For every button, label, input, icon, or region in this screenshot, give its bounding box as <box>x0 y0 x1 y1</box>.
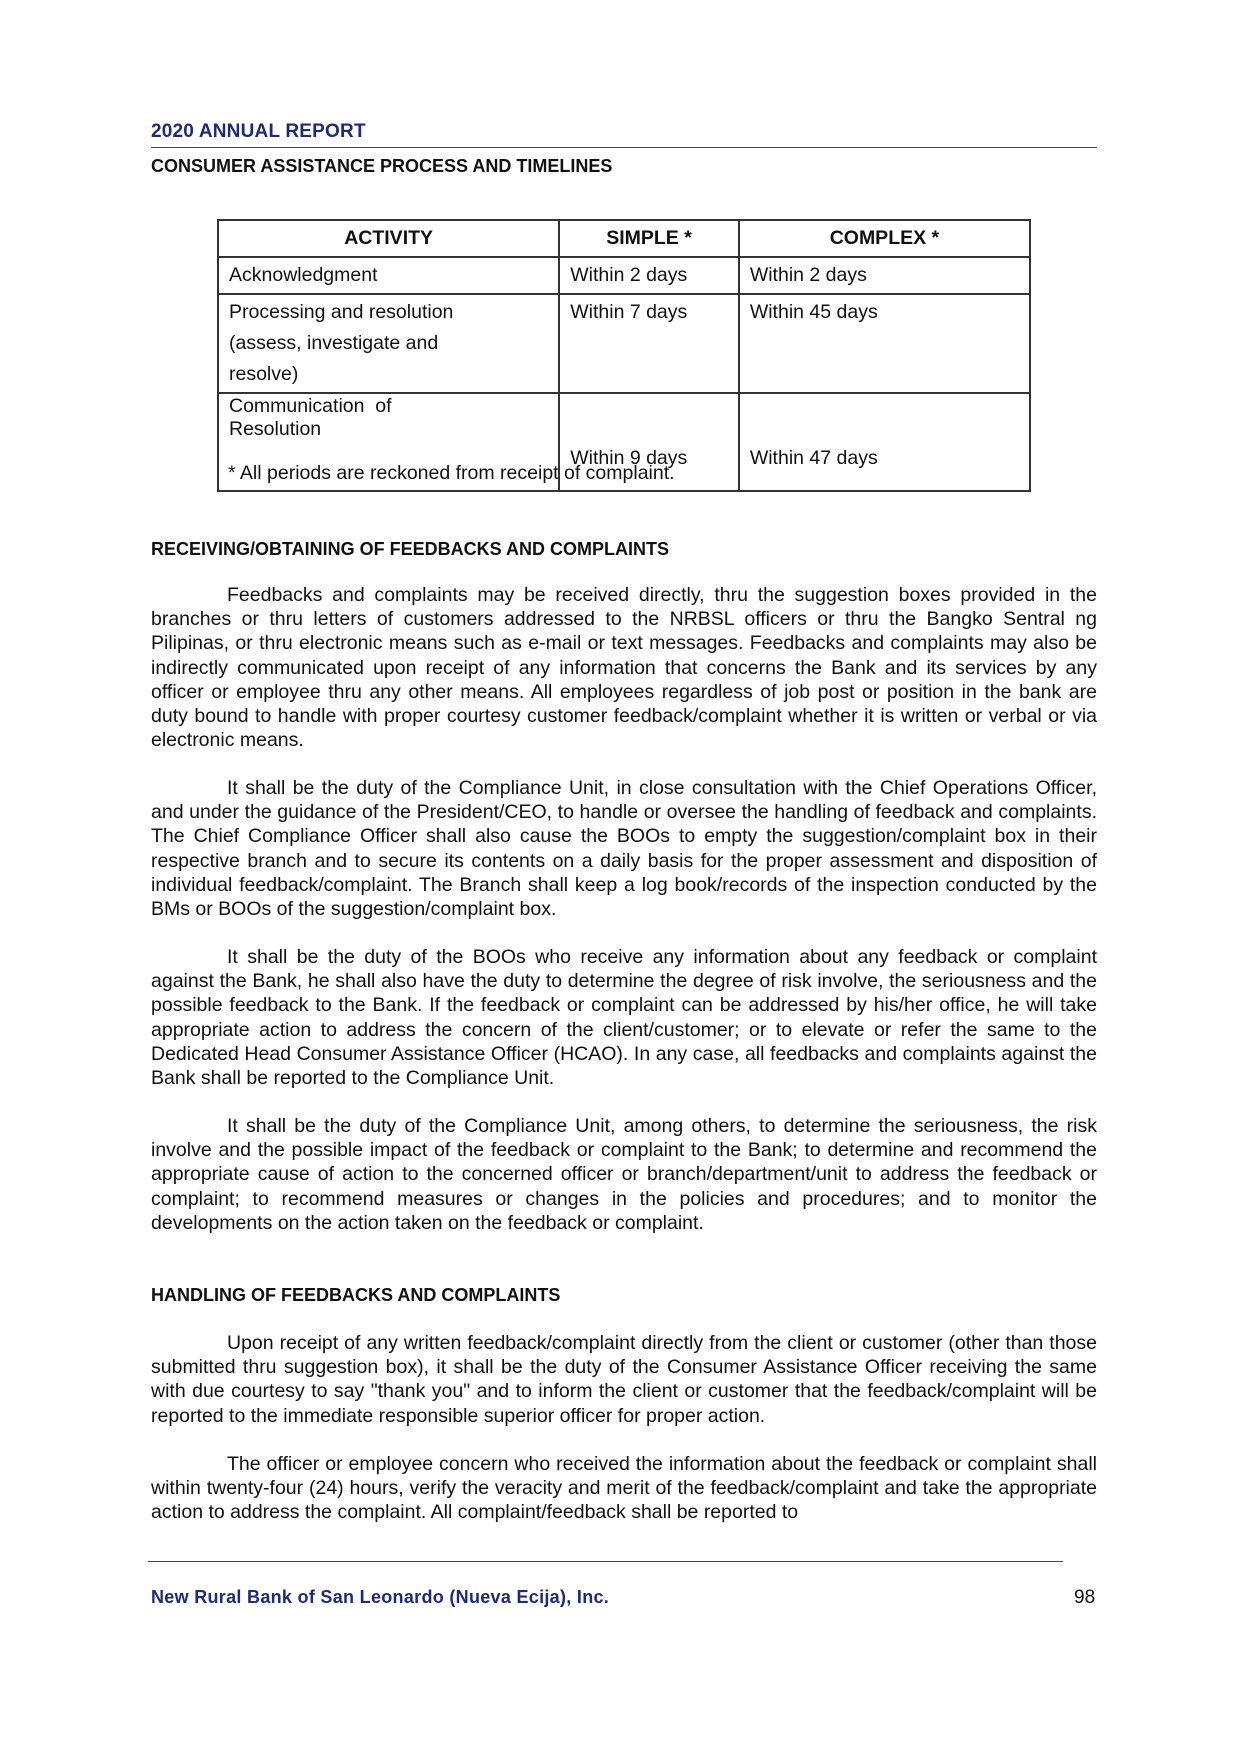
simple-cell: Within 2 days <box>559 257 739 294</box>
body-paragraph: The officer or employee concern who received the information about the feedback or complaint shall within twenty-four (24) hours, verify the veracity and merit of the feedback/complaint and take the appropriate action to address the complaint. All complaint/feedback shall be reported to <box>151 1453 1097 1524</box>
column-header-activity: ACTIVITY <box>218 220 559 257</box>
activity-line: resolve) <box>229 363 299 385</box>
complex-cell: Within 45 days <box>739 294 1030 393</box>
table-row <box>218 257 1030 294</box>
section-title-consumer-assistance: CONSUMER ASSISTANCE PROCESS AND TIMELINES <box>151 156 613 176</box>
body-paragraph: It shall be the duty of the Compliance Unit, among others, to determine the seriousness, the risk involve and the possible impact of the feedback or complaint to the Bank; to determine and recommend the appropriate cause of action to the concerned officer or branch/department/unit to address the feedback or complaint; to recommend measures or changes in the policies and procedures; and to monitor the developments on the action taken on the feedback or complaint. <box>151 1115 1097 1234</box>
column-header-simple: SIMPLE * <box>559 220 739 257</box>
body-paragraph: It shall be the duty of the Compliance Unit, in close consultation with the Chief Operations Officer, and under the guidance of the President/CEO, to handle or oversee the handling of feedback and complaints. The Chief Compliance Officer shall also cause the BOOs to empty the suggestion/complaint box in their respective branch and to secure its contents on a daily basis for the proper assessment and disposition of individual feedback/complaint. The Branch shall keep a log book/records of the inspection conducted by the BMs or BOOs of the suggestion/complaint box. <box>151 777 1097 921</box>
table-row <box>218 294 1030 393</box>
report-title: 2020 ANNUAL REPORT <box>151 121 366 142</box>
activity-line: Resolution <box>229 418 322 440</box>
activity-line: Communication of <box>229 395 392 417</box>
table-header-row <box>218 220 1030 257</box>
activity-line: (assess, investigate and <box>229 332 439 354</box>
simple-cell: Within 7 days <box>559 294 739 393</box>
table-footnote: * All periods are reckoned from receipt of complaint. <box>228 462 675 484</box>
column-header-complex: COMPLEX * <box>739 220 1030 257</box>
footer-bank-name: New Rural Bank of San Leonardo (Nueva Ecija), Inc. <box>151 1587 610 1607</box>
body-paragraph: Feedbacks and complaints may be received directly, thru the suggestion boxes provided in the branches or thru letters of customers addressed to the NRBSL officers or thru the Bangko Sentral ng Pilipinas, or thru electronic means such as e-mail or text messages. Feedbacks and complaints may also be indirectly communicated upon receipt of any information that concerns the Bank and its services by any officer or employee thru any other means. All employees regardless of job post or position in the bank are duty bound to handle with proper courtesy customer feedback/complaint whether it is written or verbal or via electronic means. <box>151 584 1097 752</box>
activity-line: Processing and resolution <box>229 301 454 323</box>
footer-divider <box>148 1561 1063 1562</box>
activity-cell <box>218 294 559 393</box>
body-paragraph: Upon receipt of any written feedback/complaint directly from the client or customer (other than those submitted thru suggestion box), it shall be the duty of the Consumer Assistance Officer receiving the same with due courtesy to say "thank you" and to inform the client or customer that the feedback/complaint will be reported to the immediate responsible superior officer for proper action. <box>151 1332 1097 1427</box>
complex-cell: Within 2 days <box>739 257 1030 294</box>
section-title-receiving-feedback: RECEIVING/OBTAINING OF FEEDBACKS AND COMPLAINTS <box>151 539 670 559</box>
section-title-handling-feedback: HANDLING OF FEEDBACKS AND COMPLAINTS <box>151 1285 561 1305</box>
page-number: 98 <box>1074 1587 1096 1608</box>
complex-cell: Within 47 days <box>739 393 1030 491</box>
simple-cell: Within 9 days <box>559 393 739 491</box>
timeline-table <box>217 219 1031 492</box>
page-header <box>151 121 1097 148</box>
body-paragraph: It shall be the duty of the BOOs who receive any information about any feedback or complaint against the Bank, he shall also have the duty to determine the degree of risk involve, the seriousness and the possible feedback to the Bank. If the feedback or complaint can be addressed by his/her office, he will take appropriate action to address the concern of the client/customer; or to elevate or refer the same to the Dedicated Head Consumer Assistance Officer (HCAO). In any case, all feedbacks and complaints against the Bank shall be reported to the Compliance Unit. <box>151 946 1097 1090</box>
activity-cell: Acknowledgment <box>218 257 559 294</box>
